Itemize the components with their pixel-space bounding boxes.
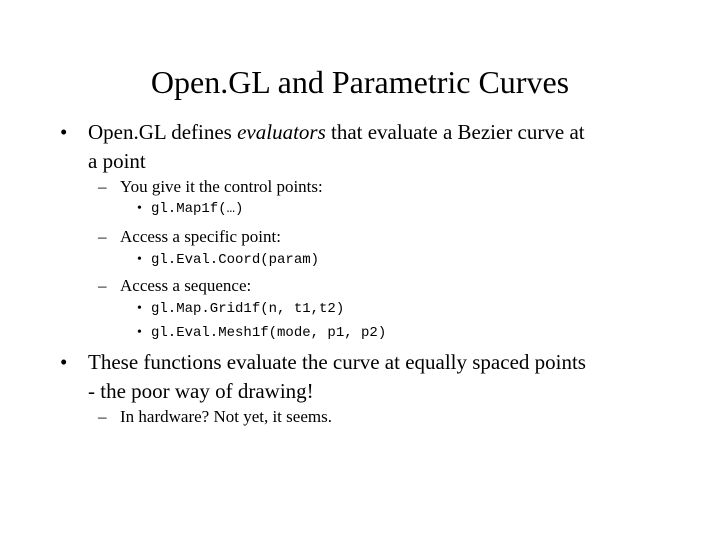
bullet-line: - the poor way of drawing! <box>88 379 314 403</box>
code-item-map <box>137 200 244 218</box>
code-item-mapgrid <box>137 300 345 318</box>
dash-marker: – <box>98 407 107 426</box>
bullet-equally-spaced <box>60 348 708 406</box>
bullet-line: These functions evaluate the curve at equally spaced points <box>88 350 586 374</box>
code-text: gl.Map1f(…) <box>151 201 244 217</box>
bullet-marker: • <box>137 301 142 316</box>
bullet-line: a point <box>88 149 146 173</box>
subitem-specific-point <box>98 226 281 248</box>
bullet-marker: • <box>60 120 68 144</box>
dash-marker: – <box>98 276 107 295</box>
subitem-text: In hardware? Not yet, it seems. <box>120 407 332 426</box>
subitem-text: You give it the control points: <box>120 177 323 196</box>
code-item-evalcoord <box>137 251 320 269</box>
bullet-marker: • <box>60 350 68 374</box>
slide-title: Open.GL and Parametric Curves <box>150 64 570 100</box>
dash-marker: – <box>98 227 107 246</box>
code-text: gl.Eval.Mesh1f(mode, p1, p2) <box>151 325 387 341</box>
subitem-control-points <box>98 176 323 198</box>
bullet-line <box>88 118 688 147</box>
subitem-sequence <box>98 275 252 297</box>
code-text: gl.Eval.Coord(param) <box>151 252 320 268</box>
dash-marker: – <box>98 177 107 196</box>
subitem-hardware <box>98 406 332 428</box>
bullet-marker: • <box>137 252 142 267</box>
code-text: gl.Map.Grid1f(n, t1,t2) <box>151 301 345 317</box>
bullet-marker: • <box>137 325 142 340</box>
bullet-text: Open.GL defines <box>88 120 238 144</box>
code-item-evalmesh <box>137 324 387 342</box>
bullet-emphasis: evaluators <box>237 120 326 144</box>
subitem-text: Access a sequence: <box>120 276 252 295</box>
bullet-evaluators <box>60 118 688 176</box>
subitem-text: Access a specific point: <box>120 227 281 246</box>
bullet-text: that evaluate a Bezier curve at <box>325 120 585 144</box>
bullet-marker: • <box>137 201 142 216</box>
